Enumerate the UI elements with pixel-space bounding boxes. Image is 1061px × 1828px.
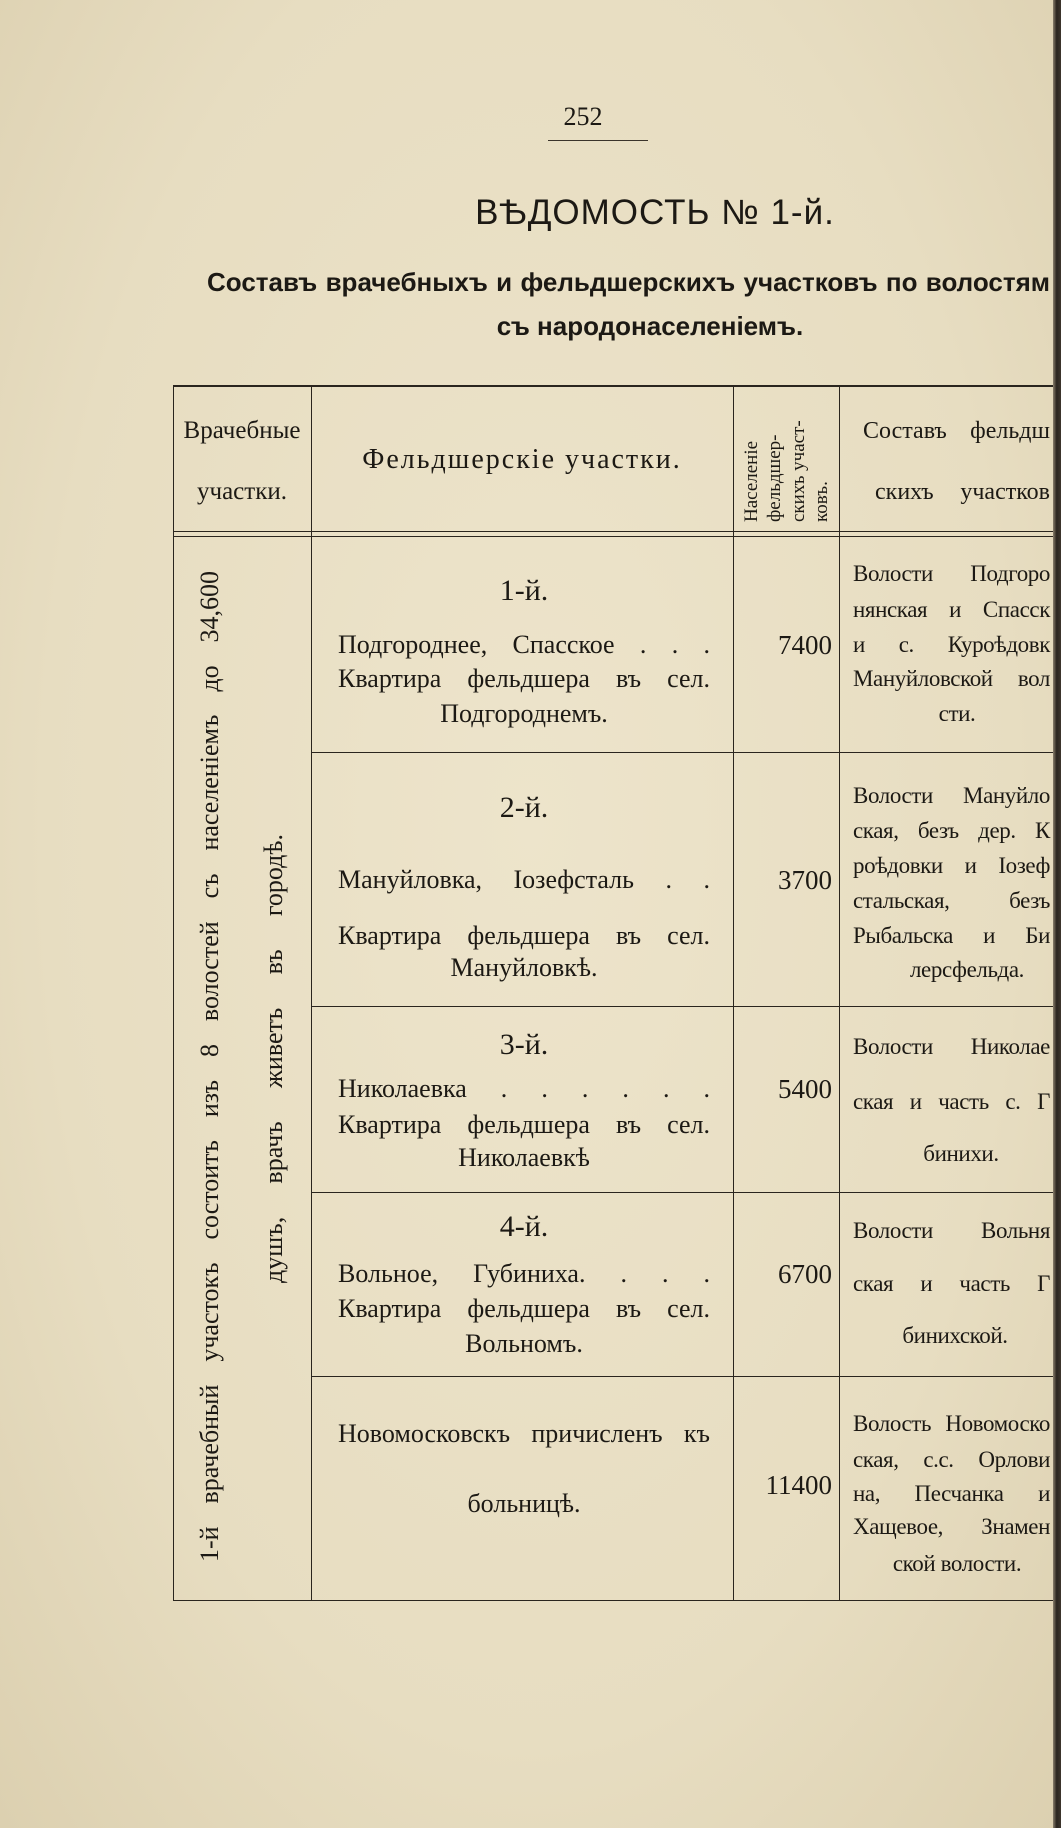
row-line: больницѣ. bbox=[467, 1489, 581, 1518]
row-composition-line: бинихи. bbox=[923, 1141, 999, 1166]
header-population-line-3: скихъ участ- bbox=[788, 420, 809, 522]
header-doctor-districts-line-2: участки. bbox=[197, 478, 287, 505]
row-number: 4-й. bbox=[499, 1210, 549, 1243]
subtitle-line-1: Составъ врачебныхъ и фельдшерскихъ участковъ по волостям bbox=[207, 267, 1050, 297]
row-composition-line: Волости Мануйло bbox=[853, 783, 1050, 808]
row-line: Квартира фельдшера въ сел. bbox=[338, 1294, 710, 1323]
row-composition-line: бинихской. bbox=[902, 1323, 1008, 1348]
row-composition-line: ской волости. bbox=[892, 1551, 1022, 1576]
row-line: Квартира фельдшера въ сел. bbox=[338, 664, 710, 693]
row-population: 5400 bbox=[778, 1074, 832, 1104]
header-doctor-districts-line-1: Врачебные bbox=[183, 417, 301, 444]
row-composition-line: нянская и Спасск bbox=[853, 597, 1050, 622]
row-number: 3-й. bbox=[499, 1028, 549, 1061]
row-line: Квартира фельдшера въ сел. bbox=[338, 921, 710, 950]
row-composition-line: ская и часть Г bbox=[853, 1271, 1050, 1296]
row-composition-line: Хащевое, Знамен bbox=[853, 1514, 1050, 1539]
binding-edge bbox=[1053, 0, 1061, 1828]
row-composition-line: ская, безъ дер. К bbox=[853, 818, 1050, 843]
column-divider bbox=[311, 385, 312, 1600]
row-composition-line: и с. Куроѣдовк bbox=[853, 632, 1050, 657]
row-composition-line: ская, с.с. Орлови bbox=[853, 1447, 1050, 1472]
row-composition-line: Волости Николае bbox=[853, 1034, 1050, 1059]
header-composition-line-2: скихъ участков bbox=[875, 479, 1050, 505]
row-line: Мануйловкѣ. bbox=[450, 953, 598, 982]
subtitle-line-2: съ народонаселеніемъ. bbox=[496, 311, 804, 341]
page-number: 252 bbox=[563, 102, 603, 131]
header-population-line-4: ковъ. bbox=[811, 481, 832, 522]
row-number: 2-й. bbox=[499, 791, 549, 824]
row-line: Подгороднемъ. bbox=[440, 699, 608, 728]
column-divider bbox=[839, 385, 840, 1600]
row-composition-line: Мануйловской вол bbox=[853, 666, 1050, 691]
row-composition-line: роѣдовки и Іозеф bbox=[853, 853, 1050, 878]
header-bottom-border bbox=[173, 531, 1053, 532]
row-divider bbox=[311, 752, 1053, 753]
row-composition-line: Рыбальска и Би bbox=[853, 923, 1050, 948]
header-bottom-border-second bbox=[173, 536, 1053, 537]
header-feldsher-districts: Фельдшерскіе участки. bbox=[362, 444, 682, 475]
header-composition-line-1: Составъ фельдш bbox=[863, 418, 1050, 444]
row-composition-line: лерсфельда. bbox=[909, 957, 1024, 982]
row-composition-line: сти. bbox=[938, 701, 976, 726]
row-divider bbox=[311, 1192, 1053, 1193]
table-left-border bbox=[173, 385, 174, 1600]
column-divider bbox=[733, 385, 734, 1600]
statement-title: ВѢДОМОСТЬ № 1-й. bbox=[475, 193, 835, 232]
row-line: Мануйловка, Іозефсталь . . bbox=[338, 865, 710, 894]
row-composition-line: на, Песчанка и bbox=[853, 1481, 1050, 1506]
row-line: Квартира фельдшера въ сел. bbox=[338, 1110, 710, 1139]
row-divider bbox=[311, 1006, 1053, 1007]
row-line: Николаевкѣ bbox=[458, 1143, 590, 1172]
row-population: 7400 bbox=[778, 630, 832, 660]
row-composition-line: Волости Вольня bbox=[853, 1218, 1050, 1243]
row-population: 3700 bbox=[778, 865, 832, 895]
row-divider bbox=[311, 1376, 1053, 1377]
row-line: Вольное, Губиниха. . . . bbox=[338, 1259, 710, 1288]
row-line: Николаевка . . . . . . bbox=[338, 1074, 710, 1103]
header-population-line-2: фельдшер- bbox=[764, 434, 785, 522]
row-number: 1-й. bbox=[499, 574, 549, 607]
row-composition-line: Волости Подгоро bbox=[853, 561, 1050, 586]
row-population: 6700 bbox=[778, 1259, 832, 1289]
table-top-border bbox=[173, 385, 1053, 387]
row-composition-line: ская и часть с. Г bbox=[853, 1089, 1050, 1114]
page-number-rule bbox=[548, 140, 648, 141]
doctor-district-note-line-2: душъ, врачъ живетъ въ городѣ. bbox=[259, 834, 288, 1283]
table-bottom-border bbox=[173, 1600, 1053, 1601]
doctor-district-note-line-1: 1-й врачебный участокъ состоитъ изъ 8 волостей съ населеніемъ до 34,600 bbox=[195, 571, 224, 1562]
header-population-line-1: Населеніе bbox=[741, 440, 762, 522]
row-composition-line: Волость Новомоско bbox=[853, 1411, 1050, 1436]
row-line: Вольномъ. bbox=[465, 1329, 583, 1358]
row-line: Новомосковскъ причисленъ къ bbox=[338, 1419, 710, 1448]
row-population: 11400 bbox=[765, 1470, 832, 1500]
row-composition-line: стальская, безъ bbox=[853, 888, 1050, 913]
row-line: Подгороднее, Спасское . . . bbox=[338, 630, 710, 659]
